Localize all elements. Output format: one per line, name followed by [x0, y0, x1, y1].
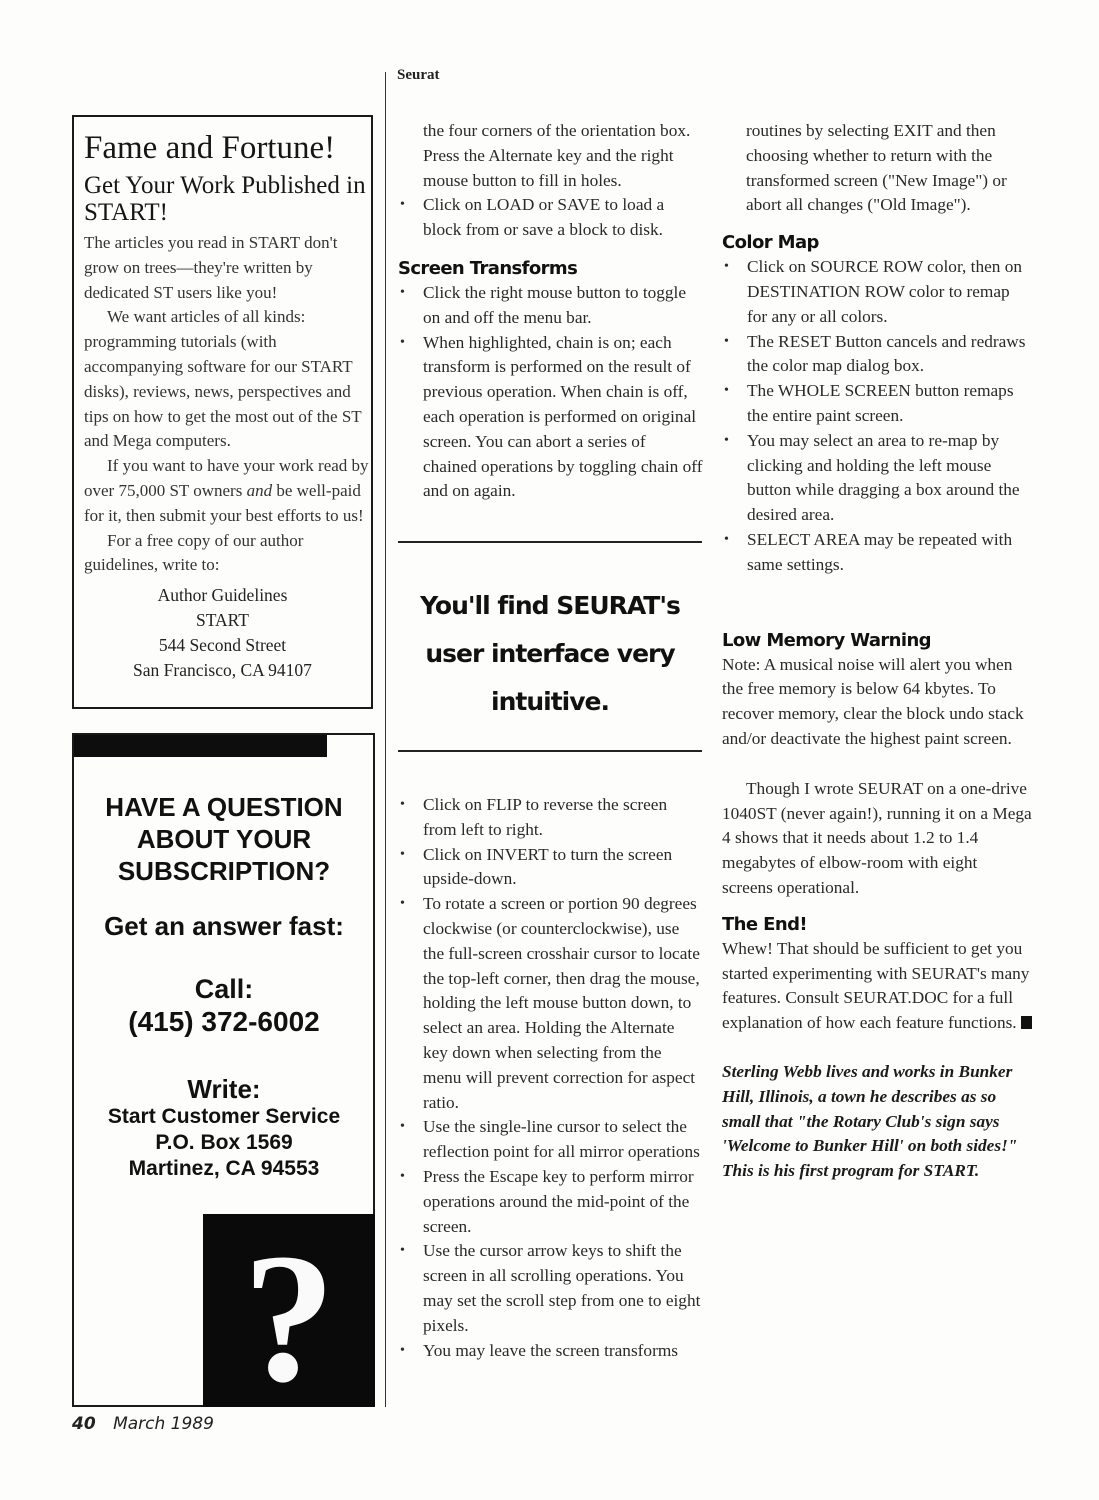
- question-mark-panel: [203, 1214, 375, 1407]
- section-heading: Screen Transforms: [398, 257, 578, 279]
- fame-paragraph: The articles you read in START don't grow on trees—they're written by dedicated ST users like you!: [84, 233, 338, 302]
- subscription-box: [72, 733, 375, 1407]
- address-line: Author Guidelines: [157, 585, 288, 606]
- the-end-body: Whew! That should be sufficient to get you started experimenting with SEURAT's many features. Consult SEURAT.DOC for a full explanation of how each feature functions.: [722, 938, 1030, 1033]
- list-item: • Click on LOAD or SAVE to load a block from or save a block to disk.: [398, 193, 703, 243]
- fame-paragraph: For a free copy of our author guidelines, write to:: [84, 530, 304, 575]
- phone-number: (415) 372-6002: [128, 1006, 320, 1037]
- list-item-continued: the four corners of the orientation box. Press the Alternate key and the right mouse button to fill in holes.: [423, 121, 691, 190]
- write-label: Write:: [187, 1074, 261, 1104]
- address-line: 544 Second Street: [158, 634, 287, 655]
- address-line: START: [196, 609, 249, 630]
- list-item: • Click on FLIP to reverse the screen from left to right.: [398, 793, 703, 843]
- bullet-list: [722, 255, 1032, 577]
- pull-quote: You'll find SEURAT's user interface very intuitive.: [420, 591, 680, 716]
- list-item: • Press the Escape key to perform mirror operations around the mid-point of the screen.: [398, 1165, 703, 1239]
- list-item: • The RESET Button cancels and redraws the color map dialog box.: [722, 330, 1032, 380]
- column-divider: [385, 72, 386, 1407]
- section-heading: Low Memory Warning: [722, 629, 931, 651]
- list-item: • You may leave the screen transforms: [398, 1339, 703, 1364]
- list-item: • Use the single-line cursor to select the reflection point for all mirror operations: [398, 1115, 703, 1165]
- list-item: • When highlighted, chain is on; each transform is performed on the result of previous operation. When chain is off, each operation is performed on original screen. You can abort a series of chained operations by toggling chain off and on again.: [398, 331, 703, 505]
- page-number: 40: [72, 1414, 96, 1434]
- running-head: Seurat: [397, 67, 440, 83]
- issue-date: March 1989: [113, 1414, 214, 1434]
- address-line: Start Customer Service: [107, 1105, 341, 1128]
- bullet-list: [398, 281, 703, 504]
- bullet-list: [398, 119, 703, 243]
- call-label: Call:: [194, 974, 254, 1004]
- fame-subtitle: Get Your Work Published in START!: [84, 172, 366, 226]
- list-item: • Click on SOURCE ROW color, then on DESTINATION ROW color to remap for any or all colors.: [722, 255, 1032, 329]
- customer-service-address: [74, 1104, 374, 1182]
- answer-fast-text: Get an answer fast:: [104, 911, 344, 941]
- list-item: • Use the cursor arrow keys to shift the screen in all scrolling operations. You may set the scroll step from one to eight pixels.: [398, 1239, 703, 1338]
- fame-title: Fame and Fortune!: [84, 130, 336, 166]
- low-memory-text: Note: A musical noise will alert you when the free memory is below 64 kbytes. To recover memory, clear the block undo stack and/or deactivate the highest paint screen.: [722, 654, 1024, 748]
- fame-paragraph: We want articles of all kinds: programming tutorials (with accompanying software for our START disks), reviews, news, perspectives and tips on how to get the most out of the ST and Mega computers.: [84, 307, 362, 451]
- address-line: P.O. Box 1569: [155, 1131, 293, 1154]
- end-mark-icon: [1021, 1016, 1032, 1029]
- author-guidelines-address: [84, 583, 371, 682]
- question-mark-icon: ?: [242, 1216, 336, 1407]
- section-heading: Color Map: [722, 232, 819, 254]
- address-line: Martinez, CA 94553: [128, 1157, 320, 1180]
- list-item: • The WHOLE SCREEN button remaps the entire paint screen.: [722, 379, 1032, 429]
- subscription-heading: [74, 791, 374, 887]
- heading-line: ABOUT YOUR: [136, 824, 312, 854]
- subscription-header-bar: [74, 735, 327, 757]
- list-item: • You may select an area to re-map by clicking and holding the left mouse button while dragging a box around the desired area.: [722, 429, 1032, 528]
- list-item: • Click the right mouse button to toggle on and off the menu bar.: [398, 281, 703, 331]
- fame-p3-before: If you want to have your work read by over 75,000 ST owners: [84, 456, 369, 500]
- bullet-list: [398, 793, 703, 1363]
- list-item: • SELECT AREA may be repeated with same settings.: [722, 528, 1032, 578]
- address-line: San Francisco, CA 94107: [133, 659, 312, 680]
- column-2-top: [398, 119, 703, 504]
- pull-quote-rule-top: [398, 541, 702, 543]
- folio: [72, 1414, 214, 1434]
- pull-quote-rule-bottom: [398, 750, 702, 752]
- fame-p3-after: be well-paid for it, then submit your best efforts to us!: [84, 480, 364, 525]
- fame-paragraph: [84, 454, 371, 528]
- column-2-bottom: [398, 793, 703, 1363]
- list-item: • Click on INVERT to turn the screen upside-down.: [398, 843, 703, 893]
- column-3: [722, 119, 1032, 1184]
- fame-p3-emphasis: and: [246, 480, 273, 500]
- closing-paragraph: Though I wrote SEURAT on a one-drive 1040ST (never again!), running it on a Mega 4 shows that it needs about 1.2 to 1.4 megabytes of elbow-room with eight screens operational.: [722, 778, 1032, 897]
- heading-line: HAVE A QUESTION: [105, 792, 343, 822]
- list-item: • To rotate a screen or portion 90 degrees clockwise (or counterclockwise), use the full-screen crosshair cursor to locate the top-left corner, then drag the mouse, holding the left mouse button down, to select an area. Holding the Alternate key down when selecting from the menu will prevent correction for aspect ratio.: [398, 892, 703, 1115]
- heading-line: SUBSCRIPTION?: [117, 856, 331, 886]
- the-end-text: [722, 937, 1032, 1036]
- fame-and-fortune-box: [72, 115, 373, 709]
- author-bio: Sterling Webb lives and works in Bunker Hill, Illinois, a town he describes as so small that "the Rotary Club's sign says 'Welcome to Bunker Hill' on both sides!" This is his first program for START.: [722, 1061, 1018, 1181]
- section-heading: The End!: [722, 913, 807, 935]
- intro-continued: routines by selecting EXIT and then choosing whether to return with the transformed screen ("New Image") or abort all changes ("Old Image").: [746, 121, 1007, 215]
